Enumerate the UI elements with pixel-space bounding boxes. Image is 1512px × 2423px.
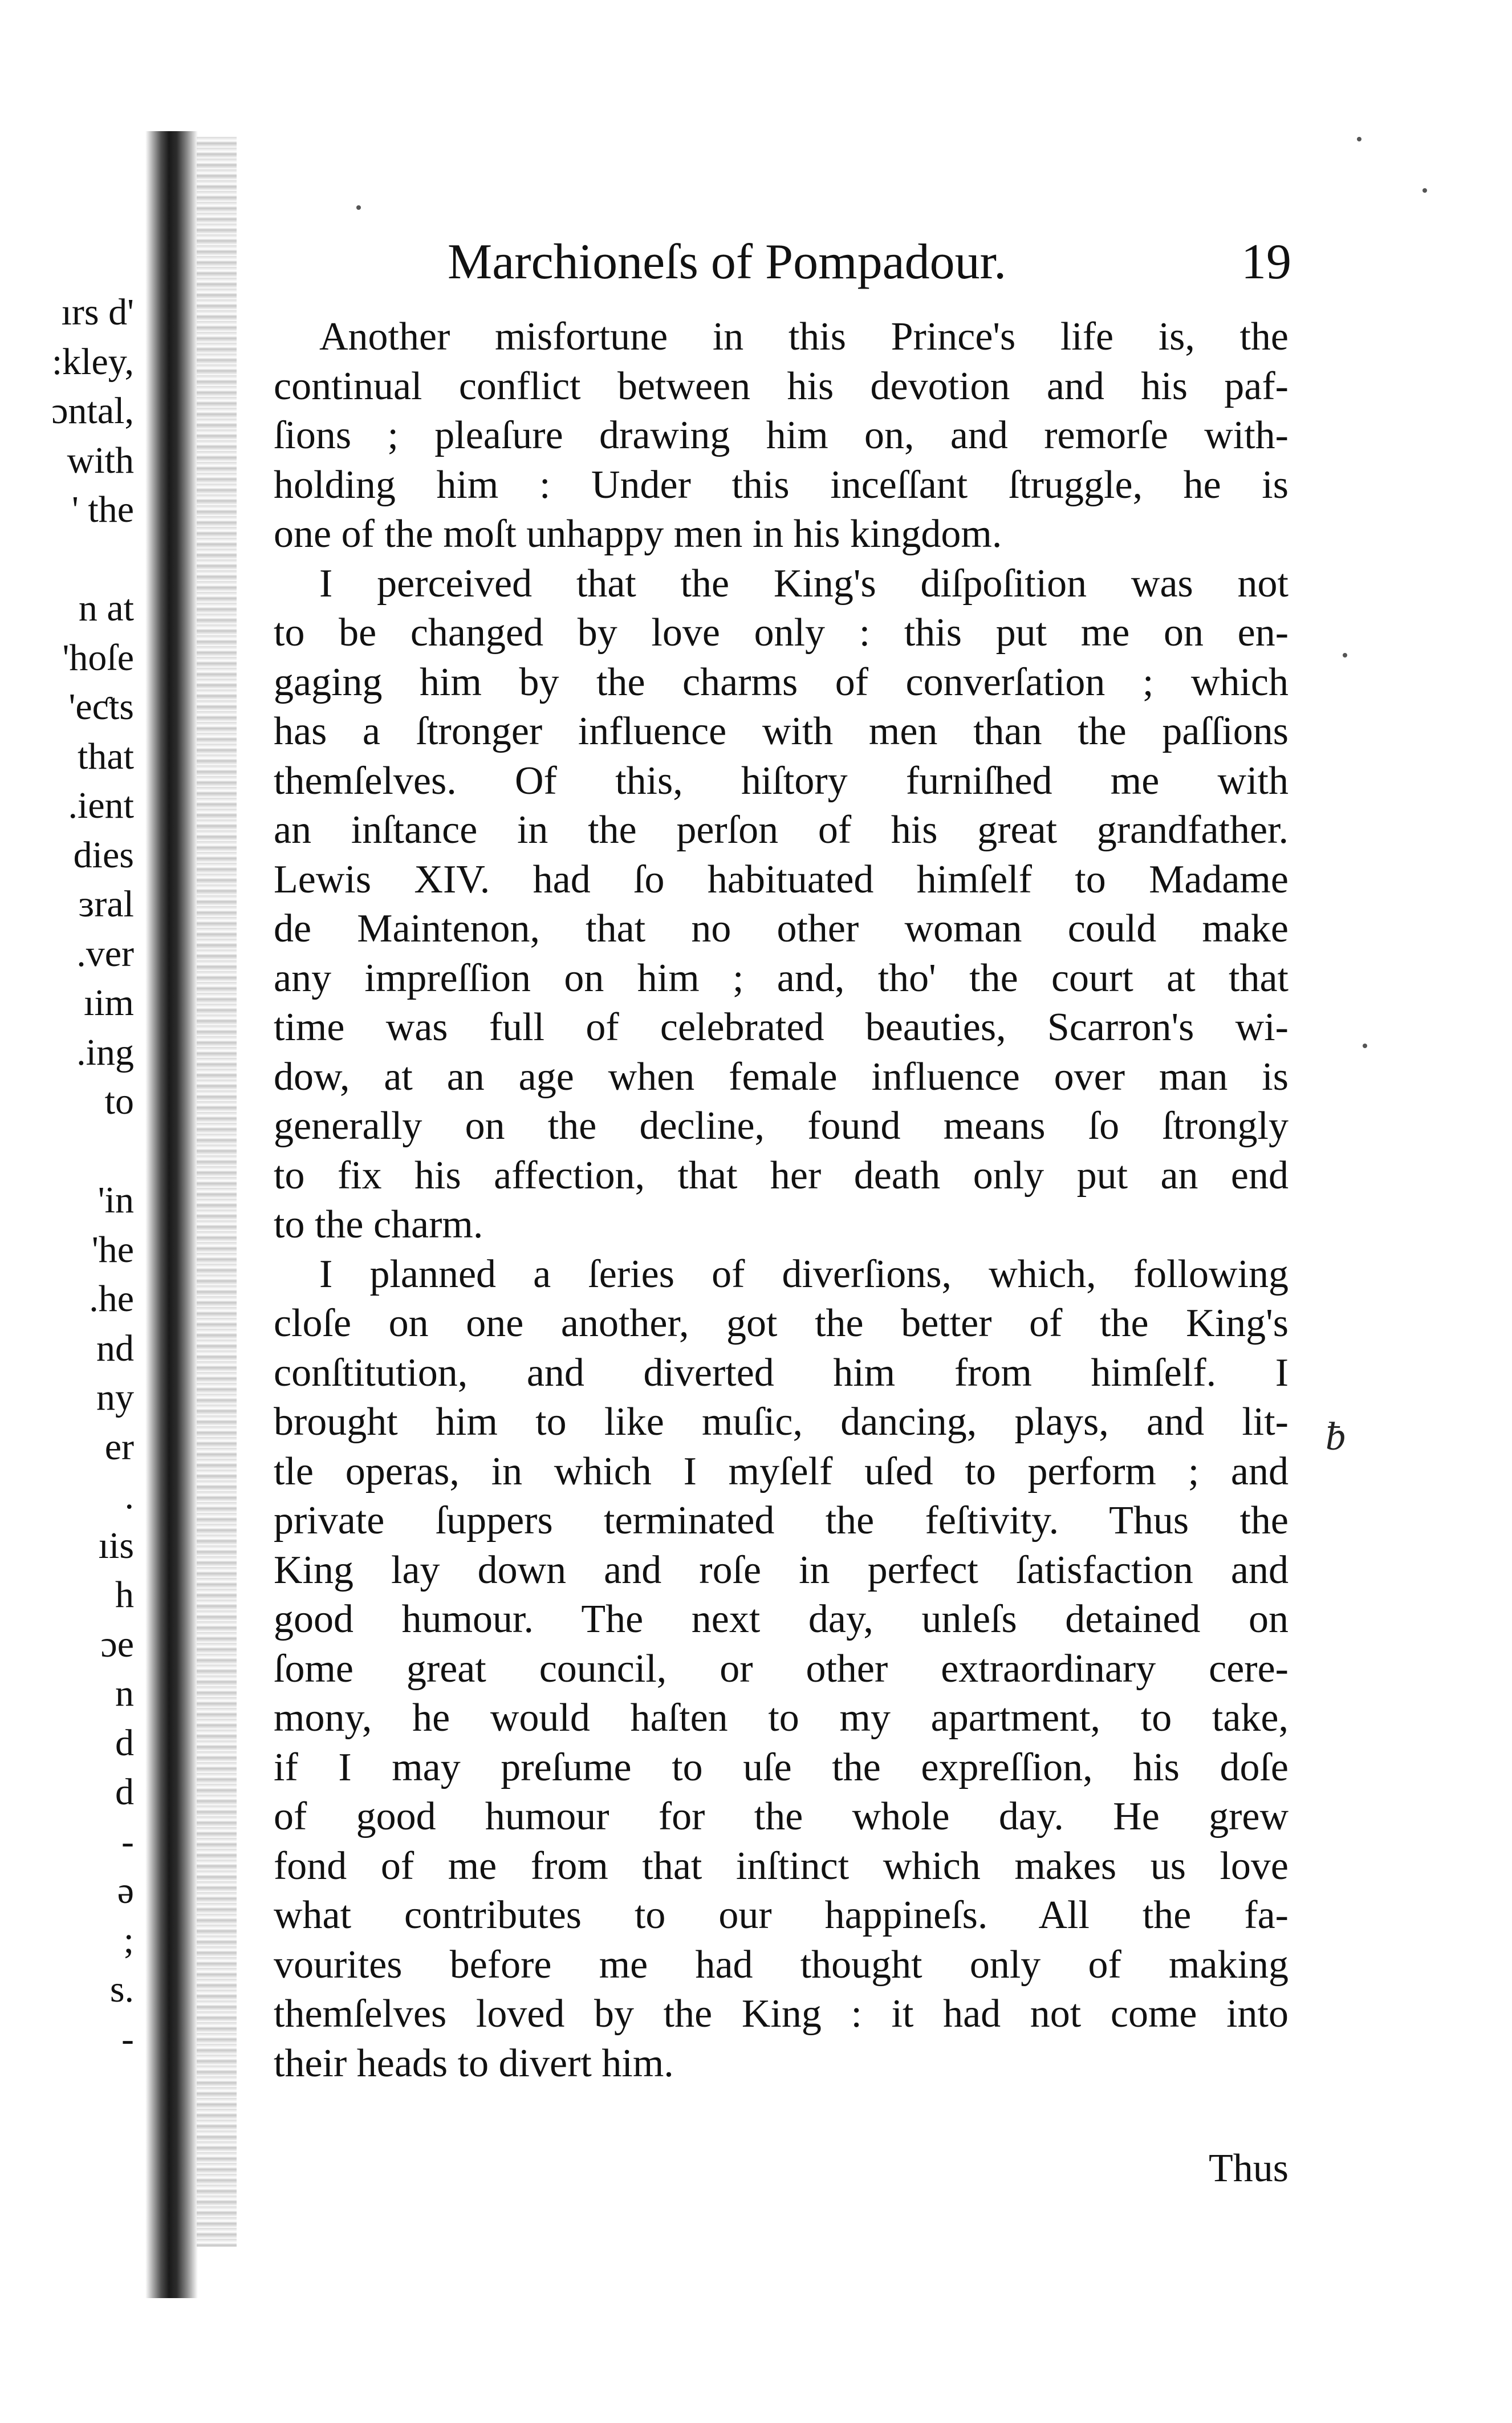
text-line: themſelves. Of this, hiſtory furniſhed me with — [274, 758, 1289, 803]
previous-page-line: ɔntal, — [51, 390, 134, 432]
text-line: what contributes to our happineſs. All the fa- — [274, 1893, 1289, 1937]
text-line: has a ſtronger influence with men than the paſſions — [274, 709, 1289, 753]
previous-page-line: - — [121, 1820, 134, 1862]
previous-page-line: ny — [96, 1377, 134, 1418]
previous-page-line: 'he — [91, 1228, 134, 1271]
previous-page-line: h — [115, 1574, 134, 1616]
previous-page-line: ɔe — [100, 1623, 134, 1665]
text-line: themſelves loved by the King : it had not come into — [274, 1992, 1289, 2036]
previous-page-line: with — [67, 439, 134, 481]
text-line: brought him to like muſic, dancing, plays, and lit- — [274, 1400, 1289, 1444]
text-line: mony, he would haſten to my apartment, to take, — [274, 1696, 1289, 1740]
text-line: their heads to divert him. — [274, 2041, 674, 2085]
text-line: fond of me from that inſtinct which makes us love — [274, 1844, 1289, 1888]
previous-page-line: ɜral — [78, 883, 134, 925]
text-line: to fix his affection, that her death only put an end — [274, 1153, 1289, 1198]
previous-page-line: ' the — [71, 489, 134, 530]
text-line: private ſuppers terminated the feſtivity. Thus the — [274, 1499, 1289, 1543]
text-line: time was full of celebrated beauties, Scarron's wi- — [274, 1005, 1289, 1049]
paper-speck — [1343, 653, 1347, 658]
binding-gutter — [145, 131, 198, 2298]
paper-speck — [356, 205, 361, 210]
previous-page-line: ; — [123, 1919, 134, 1961]
previous-page-line: er — [104, 1426, 134, 1468]
previous-page-line: :kley, — [51, 340, 134, 383]
previous-page-line: n at — [78, 587, 134, 629]
previous-page-line: that — [78, 735, 134, 777]
previous-page-line: ə — [117, 1870, 134, 1911]
previous-page-line: s. — [109, 1969, 134, 2010]
text-line: continual conflict between his devotion and his paf- — [274, 364, 1289, 408]
text-line: to be changed by love only : this put me on en- — [274, 611, 1289, 655]
text-line: cloſe on one another, got the better of the King's — [274, 1301, 1289, 1345]
previous-page-line: d — [115, 1722, 134, 1764]
previous-page-line: ıis — [98, 1524, 134, 1566]
gutter-shadow — [197, 137, 237, 2247]
text-line: ſions ; pleaſure drawing him on, and remorſe with- — [274, 413, 1289, 457]
previous-page-line — [0, 1127, 134, 1176]
text-line: good humour. The next day, unleſs detained on — [274, 1597, 1289, 1641]
text-line: generally on the decline, found means ſo ſtrongly — [274, 1104, 1289, 1148]
page-header — [448, 231, 1291, 294]
text-line: an inſtance in the perſon of his great grandfather. — [274, 808, 1289, 852]
body-text — [274, 312, 1289, 2088]
previous-page-line: nd — [96, 1327, 134, 1369]
text-line: de Maintenon, that no other woman could make — [274, 907, 1289, 951]
previous-page-line: 'hoſe — [62, 636, 134, 679]
text-line: holding him : Under this inceſſant ſtruggle, he is — [274, 462, 1289, 507]
paper-speck — [1357, 137, 1361, 141]
previous-page-line: ırs d' — [61, 291, 134, 333]
previous-page-line: .he — [89, 1278, 134, 1320]
text-line: Lewis XIV. had ſo habituated himſelf to Madame — [274, 857, 1289, 902]
previous-page-line — [0, 535, 134, 585]
previous-page-line: dies — [73, 834, 134, 876]
text-line: to the charm. — [274, 1203, 483, 1247]
running-title: Marchioneſs of Pompadour. — [448, 234, 1007, 290]
paper-speck — [1422, 188, 1427, 193]
previous-page-line: 'eƈts — [68, 686, 134, 728]
previous-page-fragments — [0, 288, 134, 2064]
previous-page-line: - — [121, 2018, 134, 2060]
previous-page-line: n — [115, 1673, 134, 1714]
previous-page-line: . — [124, 1475, 134, 1517]
page-number: 19 — [1241, 234, 1291, 290]
previous-page-line: .ver — [76, 932, 134, 975]
previous-page-line: .ient — [68, 785, 134, 826]
text-line: King lay down and roſe in perfect ſatisfaction and — [274, 1548, 1289, 1592]
text-line: any impreſſion on him ; and, tho' the court at that — [274, 956, 1289, 1000]
previous-page-line: to — [104, 1081, 134, 1122]
previous-page-line: ıim — [83, 982, 134, 1024]
previous-page-line: 'in — [97, 1179, 134, 1221]
text-line: I planned a ſeries of diverſions, which, following — [319, 1252, 1289, 1296]
paper-speck — [1363, 1044, 1367, 1048]
text-line: dow, at an age when female influence over man is — [274, 1054, 1289, 1099]
text-line: tle operas, in which I myſelf uſed to perform ; and — [274, 1449, 1289, 1493]
text-line: of good humour for the whole day. He grew — [274, 1795, 1289, 1838]
text-line: conſtitution, and diverted him from himſelf. I — [274, 1350, 1289, 1395]
text-line: Another misfortune in this Prince's life is, the — [319, 315, 1289, 359]
previous-page-line: .ing — [76, 1031, 134, 1073]
text-line: I perceived that the King's diſpoſition was not — [319, 561, 1289, 606]
text-line: if I may preſume to uſe the expreſſion, his doſe — [274, 1745, 1289, 1789]
text-line: ſome great council, or other extraordinary cere- — [274, 1646, 1289, 1691]
text-line: gaging him by the charms of converſation ; which — [274, 660, 1289, 704]
text-line: vourites before me had thought only of making — [274, 1942, 1289, 1987]
text-line: one of the moſt unhappy men in his kingdom. — [274, 512, 1002, 556]
margin-mark: ƀ — [1326, 1415, 1346, 1459]
previous-page-line: d — [115, 1771, 134, 1813]
catchword: Thus — [1209, 2146, 1289, 2190]
